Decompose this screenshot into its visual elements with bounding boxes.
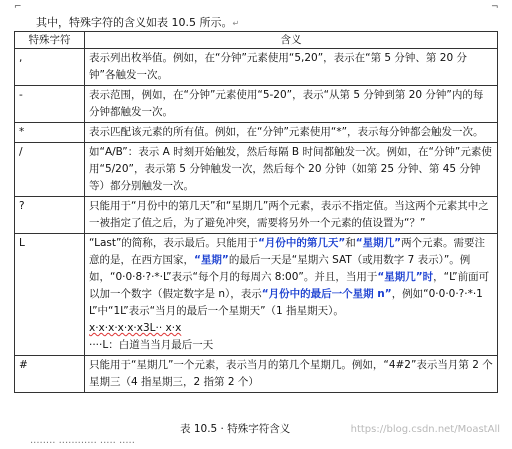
symbol-cell: #	[15, 356, 85, 393]
meaning-cell: 表示匹配该元素的所有值。例如，在“分钟”元素使用“*”，表示每分钟都会触发一次。	[85, 123, 498, 143]
meaning-cell: 表示范围，例如，在“分钟”元素使用“5-20”，表示“从第 5 分钟到第 20 分钟”内的每分钟都触发一次。	[85, 86, 498, 123]
header-meaning: 含义	[85, 32, 498, 49]
meaning-text: 两个元素。需要注意的是，在西方国家，	[89, 237, 486, 266]
meaning-cell: 如“A/B”：表示 A 时刻开始触发，然后每隔 B 时间都触发一次。例如，在“分钟”元素使用“5/20”，表示第 5 分钟触发一次，然后每个 20 分钟（如第 25 分钟、第 45 分钟等）都分别触发一次。	[85, 143, 498, 197]
meaning-text: ，“L”前面可以加一个数字（假定数字是 n），表示	[89, 271, 490, 300]
corner-mark-right: ¬	[491, 2, 499, 12]
table-row	[15, 123, 498, 143]
header-symbol: 特殊字符	[15, 32, 85, 49]
watermark: https://blog.csdn.net/MoastAll	[350, 424, 500, 435]
table-row	[15, 234, 498, 356]
symbol-cell: L	[15, 234, 85, 356]
meaning-emphasis: “月份中的最后一个星期 n”	[261, 288, 392, 300]
meaning-emphasis: “月份中的第几天”	[257, 237, 346, 249]
meaning-text: ，例如“0·0·0·?·*·1L”中“1L”表示“当月的最后一个星期天”（1 指星期天）。	[89, 288, 483, 317]
intro-text	[36, 14, 239, 30]
meaning-emphasis: “星期几”	[355, 237, 402, 249]
meaning-text: 的最后一天是“星期六 SAT（或用数字 7 表示）”。例如，“0·0·8·?·*·L”表示“每个月的每周六 8:00”。并且，当用于	[89, 254, 471, 283]
symbol-cell: *	[15, 123, 85, 143]
table-row	[15, 197, 498, 234]
symbol-cell: -	[15, 86, 85, 123]
table-row	[15, 356, 498, 393]
meaning-cell: 只能用于“星期几”一个元素，表示当月的第几个星期几。例如，“4#2”表示当月第 2 个星期三（4 指星期三，2 指第 2 个）	[85, 356, 498, 393]
meaning-cell: 只能用于“月份中的第几天”和“星期几”两个元素，表示不指定值。当这两个元素其中之一被指定了值之后，为了避免冲突，需要将另外一个元素的值设置为“？”	[85, 197, 498, 234]
meaning-cell	[85, 234, 498, 356]
bottom-fragment: ········ ············ ····· ·····	[30, 438, 135, 449]
table-header-row	[15, 32, 498, 49]
return-mark: ↵	[232, 19, 240, 28]
corner-mark-left: ⌐	[14, 2, 22, 12]
table-row	[15, 86, 498, 123]
meaning-emphasis: “星期几”时	[377, 271, 434, 283]
symbol-cell: ?	[15, 197, 85, 234]
intro-label: 其中，特殊字符的含义如表 10.5 所示。	[36, 16, 233, 29]
symbol-cell: /	[15, 143, 85, 197]
table-row	[15, 49, 498, 86]
symbol-cell: ,	[15, 49, 85, 86]
meaning-extra-line: ····L：白道当当月最后一天	[89, 339, 214, 351]
meaning-cell: 表示列出枚举值。例如，在“分钟”元素使用“5,20”，表示在“第 5 分钟、第 20 分钟”各触发一次。	[85, 49, 498, 86]
table-row	[15, 143, 498, 197]
meaning-extra-line: x·x·x·x·x·x3L·· x·x	[89, 322, 182, 334]
special-char-table	[14, 31, 498, 393]
meaning-emphasis: “星期”	[194, 254, 229, 266]
meaning-text: 和	[345, 237, 356, 249]
meaning-text: “Last”的简称，表示最后。只能用于	[89, 237, 258, 249]
table-caption: 表 10.5 · 特殊字符含义	[180, 423, 291, 435]
